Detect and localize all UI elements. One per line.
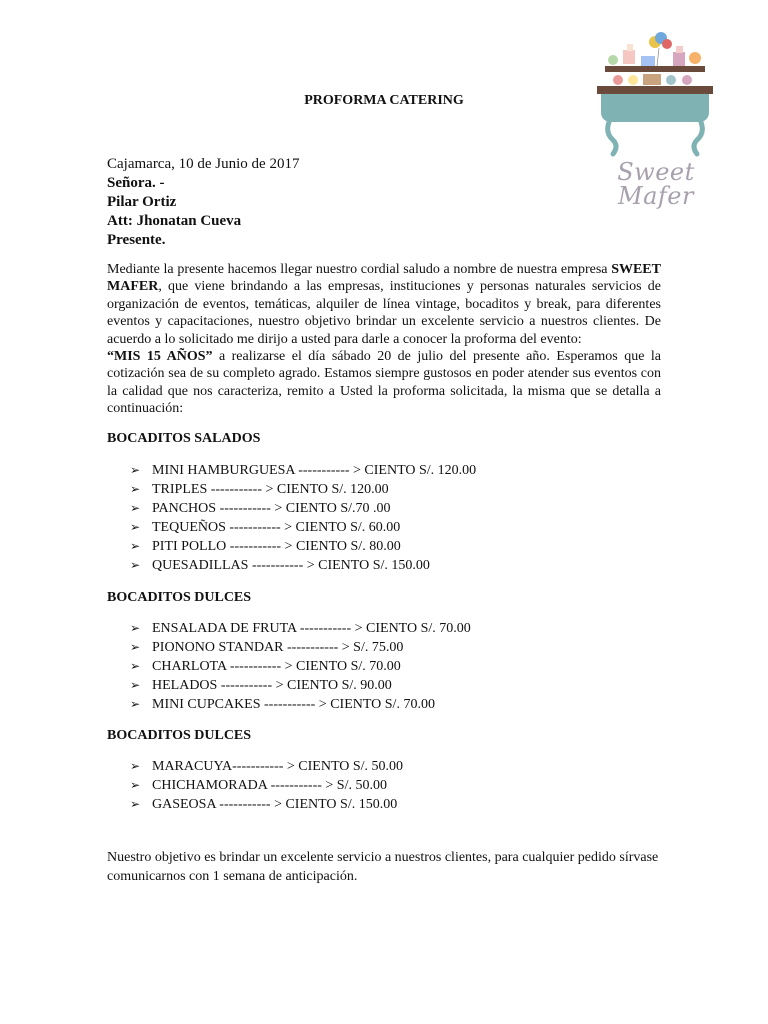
list-item [130, 795, 403, 814]
intro-text-3: a realizarse el día sábado 20 de julio del presente año. Esperamos que la cotización sea de su completo agrado. Estamos siempre gustosos en poder atender sus eventos con la calidad que nos caracteriza, remito a Usted la proforma solicitada, la misma que se detalla a continuación: [107, 349, 661, 417]
item-text: GASEOSA ----------- > CIENTO S/. 150.00 [152, 797, 398, 812]
list-item [130, 461, 476, 480]
arrow-bullet-icon: ➢ [130, 482, 141, 496]
list-item [130, 537, 476, 556]
list-item [130, 556, 476, 575]
company-name: SWEET MAFER [107, 262, 661, 295]
closing-paragraph: Nuestro objetivo es brindar un excelente servicio a nuestros clientes, para cualquier pedido sírvase comunicarnos con 1 semana de anticipación. [107, 850, 659, 884]
arrow-bullet-icon: ➢ [130, 558, 141, 572]
letter-date: Cajamarca, 10 de Junio de 2017 [107, 156, 300, 172]
arrow-bullet-icon: ➢ [130, 678, 141, 692]
list-item [130, 480, 476, 499]
item-text: ENSALADA DE FRUTA ----------- > CIENTO S/. 70.00 [152, 621, 471, 636]
intro-paragraph [107, 261, 661, 418]
present-line: Presente. [107, 232, 166, 248]
arrow-bullet-icon: ➢ [130, 759, 141, 773]
arrow-bullet-icon: ➢ [130, 640, 141, 654]
attention-line: Att: Jhonatan Cueva [107, 213, 242, 229]
item-text: TRIPLES ----------- > CIENTO S/. 120.00 [152, 482, 389, 497]
arrow-bullet-icon: ➢ [130, 697, 141, 711]
item-text: PIONONO STANDAR ----------- > S/. 75.00 [152, 640, 404, 655]
list-item [130, 499, 476, 518]
item-text: HELADOS ----------- > CIENTO S/. 90.00 [152, 678, 392, 693]
arrow-bullet-icon: ➢ [130, 621, 141, 635]
arrow-bullet-icon: ➢ [130, 520, 141, 534]
recipient-salutation: Señora. - [107, 175, 165, 191]
item-text: MINI HAMBURGUESA ----------- > CIENTO S/. 120.00 [152, 463, 477, 478]
item-text: CHARLOTA ----------- > CIENTO S/. 70.00 [152, 659, 401, 674]
intro-text-1: Mediante la presente hacemos llegar nuestro cordial saludo a nombre de nuestra empresa [107, 262, 612, 277]
list-item [130, 776, 403, 795]
section-heading-bebidas: BOCADITOS DULCES [107, 728, 252, 743]
intro-text-2: , que viene brindando a las empresas, instituciones y personas naturales servicios de organización de eventos, temáticas, alquiler de línea vintage, bocaditos y break, para diferentes eventos y capacitaciones, nuestro objetivo brindar un excelente servicio a nuestros clientes. De acuerdo a lo solicitado me dirijo a usted para darle a conocer la proforma del evento: [107, 279, 661, 347]
item-text: PANCHOS ----------- > CIENTO S/.70 .00 [152, 501, 391, 516]
item-text: TEQUEÑOS ----------- > CIENTO S/. 60.00 [152, 520, 401, 535]
item-text: QUESADILLAS ----------- > CIENTO S/. 150.00 [152, 558, 430, 573]
list-item [130, 757, 403, 776]
item-list-dulces [130, 619, 471, 714]
item-list-bebidas [130, 757, 403, 814]
section-heading-dulces: BOCADITOS DULCES [107, 590, 252, 605]
list-item [130, 695, 471, 714]
arrow-bullet-icon: ➢ [130, 659, 141, 673]
arrow-bullet-icon: ➢ [130, 501, 141, 515]
document-title: PROFORMA CATERING [304, 93, 464, 108]
list-item [130, 619, 471, 638]
list-item [130, 518, 476, 537]
arrow-bullet-icon: ➢ [130, 539, 141, 553]
event-name: “MIS 15 AÑOS” [107, 349, 213, 365]
list-item [130, 676, 471, 695]
arrow-bullet-icon: ➢ [130, 463, 141, 477]
arrow-bullet-icon: ➢ [130, 778, 141, 792]
address-block [107, 155, 299, 250]
recipient-name: Pilar Ortiz [107, 194, 177, 210]
list-item [130, 638, 471, 657]
item-list-salados [130, 461, 476, 575]
item-text: CHICHAMORADA ----------- > S/. 50.00 [152, 778, 387, 793]
item-text: PITI POLLO ----------- > CIENTO S/. 80.00 [152, 539, 401, 554]
arrow-bullet-icon: ➢ [130, 797, 141, 811]
item-text: MINI CUPCAKES ----------- > CIENTO S/. 70.00 [152, 697, 435, 712]
item-text: MARACUYA----------- > CIENTO S/. 50.00 [152, 759, 404, 774]
section-heading-salados: BOCADITOS SALADOS [107, 431, 261, 446]
list-item [130, 657, 471, 676]
logo-brand-text: Sweet Mafer [617, 158, 695, 210]
